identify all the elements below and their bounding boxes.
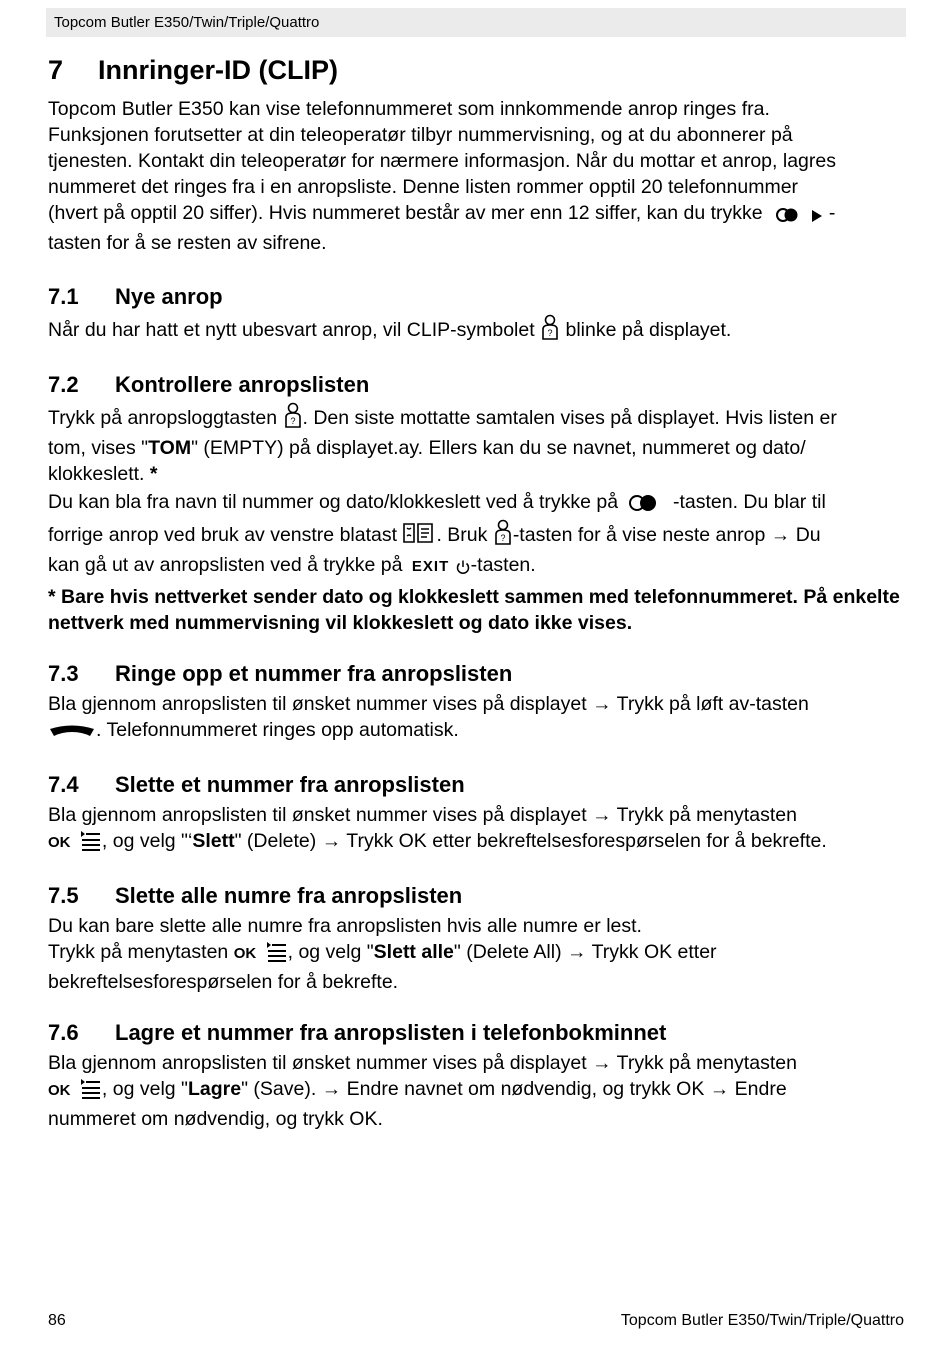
- intro-line: Topcom Butler E350 kan vise telefonnummeret som innkommende anrop ringes fra.: [48, 98, 770, 120]
- intro-line: [48, 200, 908, 230]
- chapter-title: Innringer-ID (CLIP): [98, 55, 338, 85]
- ok-menu-key-label: OK: [48, 1082, 71, 1099]
- text-run: blinke på displayet.: [565, 319, 732, 341]
- section-title: Slette et nummer fra anropslisten: [115, 772, 465, 797]
- running-header: Topcom Butler E350/Twin/Triple/Quattro: [46, 8, 906, 37]
- menu-icon: [80, 1079, 102, 1106]
- text-run-bold: TOM: [148, 437, 192, 459]
- section-text: [48, 802, 908, 858]
- exit-key-label: EXIT: [411, 558, 450, 575]
- text-run-bold: Slett alle: [373, 941, 454, 963]
- text-run: . Bruk: [436, 524, 488, 546]
- text-run: " (Delete): [234, 830, 317, 852]
- text-run: Trykk på anropsloggtasten: [48, 407, 278, 429]
- clip-person-icon: [283, 402, 303, 435]
- section-heading: [48, 282, 908, 312]
- svg-text:?: ?: [500, 533, 506, 543]
- text-run-bold: Lagre: [187, 1078, 242, 1100]
- arrow-icon: →: [567, 941, 587, 963]
- section-text: [48, 489, 908, 582]
- text-run: Bla gjennom anropslisten til ønsket nummer vises på displayet: [48, 693, 587, 715]
- text-run: kan gå ut av anropslisten ved å trykke på: [48, 554, 403, 576]
- section-title: Ringe opp et nummer fra anropslisten: [115, 661, 513, 686]
- section-number: 7.3: [48, 661, 79, 686]
- text-run: -tasten.: [470, 554, 536, 576]
- intro-line: tasten for å se resten av sifrene.: [48, 232, 327, 254]
- section-text: [48, 1050, 908, 1132]
- chapter-number: 7: [48, 55, 64, 85]
- toggle-key-icon: [776, 204, 798, 230]
- section-7-2: [48, 370, 908, 636]
- section-text: [48, 691, 908, 747]
- arrow-icon: →: [592, 693, 612, 715]
- text-run: Trykk OK etter bekreftelsesforespørselen for å bekrefte.: [346, 830, 827, 852]
- section-7-4: [48, 770, 908, 858]
- section-title: Lagre et nummer fra anropslisten i telefonbokminnet: [115, 1020, 667, 1045]
- text-run: Trykk på menytasten: [616, 804, 797, 826]
- arrow-icon: →: [321, 830, 342, 852]
- section-number: 7.5: [48, 883, 79, 908]
- section-title: Kontrollere anropslisten: [115, 372, 370, 397]
- section-title: Nye anrop: [115, 284, 223, 309]
- right-triangle-icon: [811, 204, 823, 230]
- section-7-5: [48, 881, 908, 995]
- section-text: [48, 913, 908, 995]
- text-run: nummeret om nødvendig, og trykk OK.: [48, 1108, 383, 1130]
- intro-hyphen: -: [828, 202, 836, 224]
- phonebook-icon: [402, 521, 436, 552]
- text-run: Du kan bla fra navn til nummer og dato/klokkeslett ved å trykke på: [48, 491, 619, 513]
- text-run-bold: Slett: [192, 830, 235, 852]
- running-footer: Topcom Butler E350/Twin/Triple/Quattro: [620, 1312, 904, 1329]
- chapter-intro: [48, 96, 908, 256]
- intro-line: Funksjonen forutsetter at din teleoperatør tilbyr nummervisning, og at du abonnerer på: [48, 124, 793, 146]
- section-7-6: [48, 1018, 908, 1132]
- section-text: [48, 402, 908, 487]
- text-run: Trykk på menytasten: [48, 941, 229, 963]
- arrow-icon: →: [592, 1052, 612, 1074]
- text-run: Trykk på løft av-tasten: [616, 693, 809, 715]
- section-text: [48, 314, 908, 347]
- intro-line: tjenesten. Kontakt din teleoperatør for nærmere informasjon. Når du mottar et anrop, lagres: [48, 150, 836, 172]
- section-number: 7.6: [48, 1020, 79, 1045]
- svg-text:?: ?: [547, 328, 553, 338]
- clip-person-icon: [540, 314, 560, 347]
- text-run: Når du har hatt et nytt ubesvart anrop, vil CLIP-symbolet: [48, 319, 535, 341]
- text-run: Du: [795, 524, 821, 546]
- text-run: Du kan bare slette alle numre fra anropslisten hvis alle numre er lest.: [48, 915, 642, 937]
- text-run: tom, vises ": [48, 437, 149, 459]
- arrow-icon: →: [770, 524, 791, 546]
- section-heading: [48, 881, 908, 911]
- toggle-key-icon: [628, 493, 658, 519]
- text-run: Bla gjennom anropslisten til ønsket nummer vises på displayet: [48, 1052, 587, 1074]
- ok-menu-key-label: OK: [233, 945, 257, 962]
- ok-menu-key-label: OK: [48, 834, 71, 851]
- section-heading: [48, 1018, 908, 1048]
- text-run: . Den siste mottatte samtalen vises på displayet. Hvis listen er: [302, 407, 837, 429]
- text-run: -tasten. Du blar til: [672, 491, 826, 513]
- text-run: , og velg ": [287, 941, 374, 963]
- menu-icon: [80, 831, 102, 858]
- text-run: " (Save).: [241, 1078, 317, 1100]
- page-number: 86: [48, 1312, 66, 1329]
- footnote: * Bare hvis nettverket sender dato og klokkeslett sammen med telefonnummeret. På enkelte nettverk med nummervisning vil klokkeslett og dato ikke vises.: [48, 586, 900, 634]
- text-run: , og velg "‘: [101, 830, 193, 852]
- chapter-heading: [48, 52, 908, 88]
- text-run: Endre navnet om nødvendig, og trykk OK: [346, 1078, 705, 1100]
- clip-person-icon: [493, 519, 513, 552]
- text-run: Endre: [734, 1078, 787, 1100]
- arrow-icon: →: [709, 1078, 730, 1100]
- text-run: forrige anrop ved bruk av venstre blatast: [48, 524, 398, 546]
- text-run: , og velg ": [101, 1078, 188, 1100]
- footnote-marker: *: [149, 463, 158, 485]
- arrow-icon: →: [592, 804, 612, 826]
- text-run: Bla gjennom anropslisten til ønsket nummer vises på displayet: [48, 804, 587, 826]
- section-title: Slette alle numre fra anropslisten: [115, 883, 463, 908]
- text-run: Trykk på menytasten: [616, 1052, 797, 1074]
- section-heading: [48, 770, 908, 800]
- section-number: 7.2: [48, 372, 79, 397]
- intro-text: (hvert på opptil 20 siffer). Hvis nummeret består av mer enn 12 siffer, kan du trykke: [48, 202, 763, 224]
- section-heading: [48, 370, 908, 400]
- section-heading: [48, 659, 908, 689]
- page-content: [48, 52, 908, 1132]
- text-run: " (EMPTY) på displayet.ay. Ellers kan du se navnet, nummeret og dato/: [191, 437, 806, 459]
- text-run: " (Delete All): [453, 941, 562, 963]
- section-number: 7.4: [48, 772, 79, 797]
- off-hook-icon: [48, 721, 96, 747]
- menu-icon: [266, 942, 288, 969]
- intro-line: nummeret det ringes fra i en anropsliste. Denne listen rommer opptil 20 telefonnummer: [48, 176, 799, 198]
- section-number: 7.1: [48, 284, 79, 309]
- section-7-3: [48, 659, 908, 747]
- text-run: -tasten for å vise neste anrop: [512, 524, 766, 546]
- text-run: bekreftelsesforespørselen for å bekrefte.: [48, 971, 399, 993]
- section-7-1: [48, 282, 908, 347]
- text-run: klokkeslett.: [48, 463, 145, 485]
- svg-text:?: ?: [289, 416, 296, 426]
- text-run: . Telefonnummeret ringes opp automatisk.: [96, 719, 459, 741]
- power-icon: [455, 556, 471, 582]
- arrow-icon: →: [321, 1078, 342, 1100]
- text-run: Trykk OK etter: [591, 941, 717, 963]
